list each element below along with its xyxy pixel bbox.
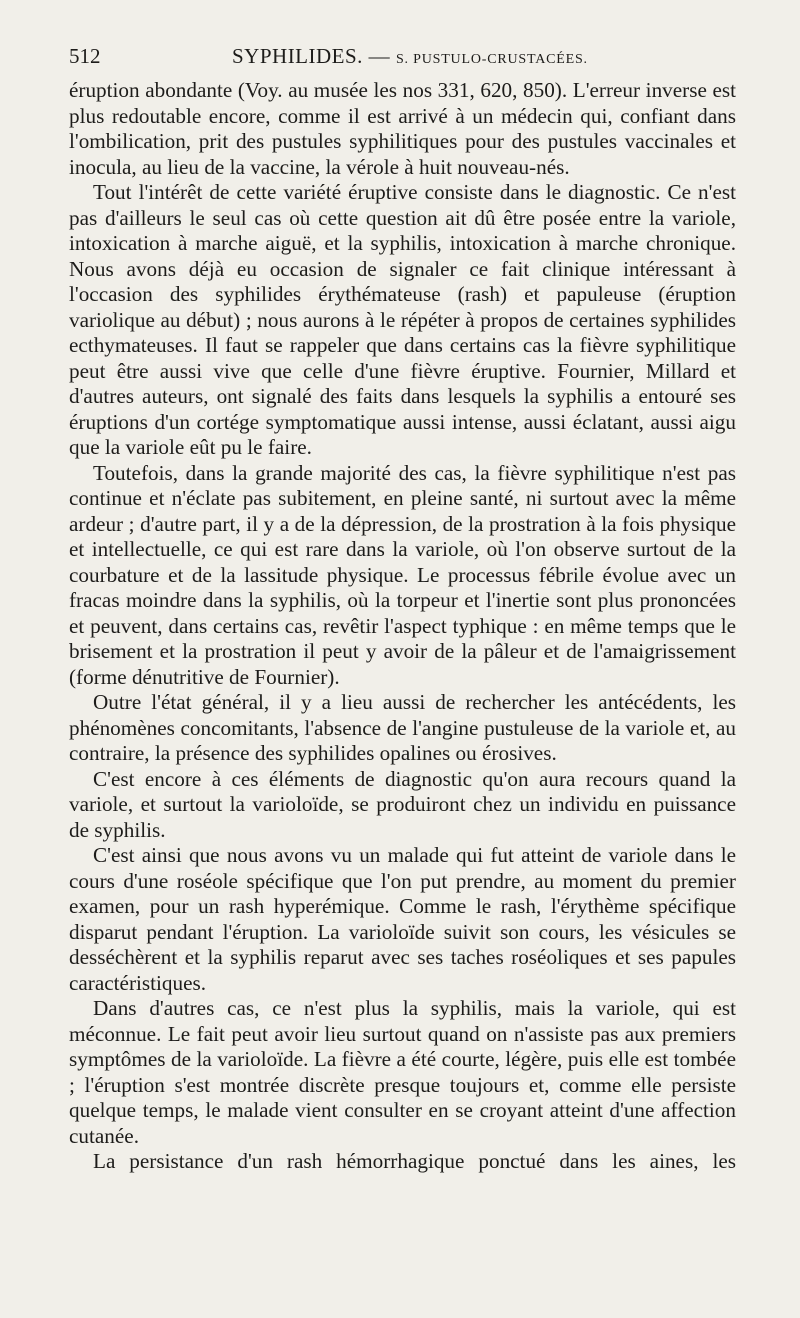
paragraph-6: C'est ainsi que nous avons vu un malade qui fut atteint de variole dans le cours d'une roséole spécifique que l'on put prendre, au moment du premier examen, pour un rash hyperémique. Comme le rash, l'érythème spécifique disparut pendant l'éruption. La varioloïde suivit son cours, les vésicules se desséchèrent et la syphilis reparut avec ses taches roséoliques et ses papules caractéristiques. xyxy=(69,843,736,995)
paragraph-5: C'est encore à ces éléments de diagnostic qu'on aura recours quand la variole, et surtout la varioloïde, se produiront chez un individu en puissance de syphilis. xyxy=(69,766,736,842)
paragraph-1: éruption abondante (Voy. au musée les nos 331, 620, 850). L'erreur inverse est plus redoutable encore, comme il est arrivé à un médecin qui, confiant dans l'ombilication, prit des pustules syphilitiques pour des pustules vaccinales et inocula, au lieu de la vaccine, la vérole à huit nouveau-nés. xyxy=(69,78,736,179)
running-title-main: SYPHILIDES. — xyxy=(232,44,391,68)
paragraph-8: La persistance d'un rash hémorrhagique ponctué dans les aines, les xyxy=(93,1149,736,1173)
body-text xyxy=(69,78,736,1175)
running-header xyxy=(69,38,749,72)
page-number: 512 xyxy=(69,44,101,68)
running-title-sub: S. PUSTULO-CRUSTACÉES. xyxy=(395,52,588,67)
paragraph-4: Outre l'état général, il y a lieu aussi de rechercher les antécédents, les phénomènes concomitants, l'absence de l'angine pustuleuse de la variole et, au contraire, la présence des syphilides opalines ou érosives. xyxy=(69,690,736,765)
paragraph-3: Toutefois, dans la grande majorité des cas, la fièvre syphilitique n'est pas continue et n'éclate pas subitement, en pleine santé, ni surtout avec la même ardeur ; d'autre part, il y a de la dépression, de la prostration à la fois physique et intellectuelle, ce qui est rare dans la variole, où l'on observe surtout de la courbature et de la lassitude physique. Le processus fébrile évolue avec un fracas moindre dans la syphilis, où la torpeur et l'inertie sont plus prononcées et peuvent, dans certains cas, revêtir l'aspect typhique : en même temps que le brisement et la prostration il peut y avoir de la pâleur et de l'amaigrissement (forme dénutritive de Fournier). xyxy=(69,460,736,689)
paragraph-2: Tout l'intérêt de cette variété éruptive consiste dans le diagnostic. Ce n'est pas d'ailleurs le seul cas où cette question ait dû être posée entre la variole, intoxication à marche aiguë, et la syphilis, intoxication à marche chronique. Nous avons déjà eu occasion de signaler ce fait clinique intéressant à l'occasion des syphilides érythémateuse (rash) et papuleuse (éruption variolique au début) ; nous aurons à le répéter à propos de certaines syphilides ecthymateuses. Il faut se rappeler que dans certains cas la fièvre syphilitique peut être aussi vive que celle d'une fièvre éruptive. Fournier, Millard et d'autres auteurs, ont signalé des faits dans lesquels la syphilis a entouré ses éruptions d'un cortége symptomatique aussi intense, aussi éclatant, aussi aigu que la variole eût pu le faire. xyxy=(69,180,736,459)
paragraph-7: Dans d'autres cas, ce n'est plus la syphilis, mais la variole, qui est méconnue. Le fait peut avoir lieu surtout quand on n'assiste pas aux premiers symptômes de la varioloïde. La fièvre a été courte, légère, puis elle est tombée ; l'éruption s'est montrée discrète presque toujours et, comme elle persiste quelque temps, le malade vient consulter en se croyant atteint d'une affection cutanée. xyxy=(69,996,736,1148)
running-title xyxy=(232,44,588,69)
